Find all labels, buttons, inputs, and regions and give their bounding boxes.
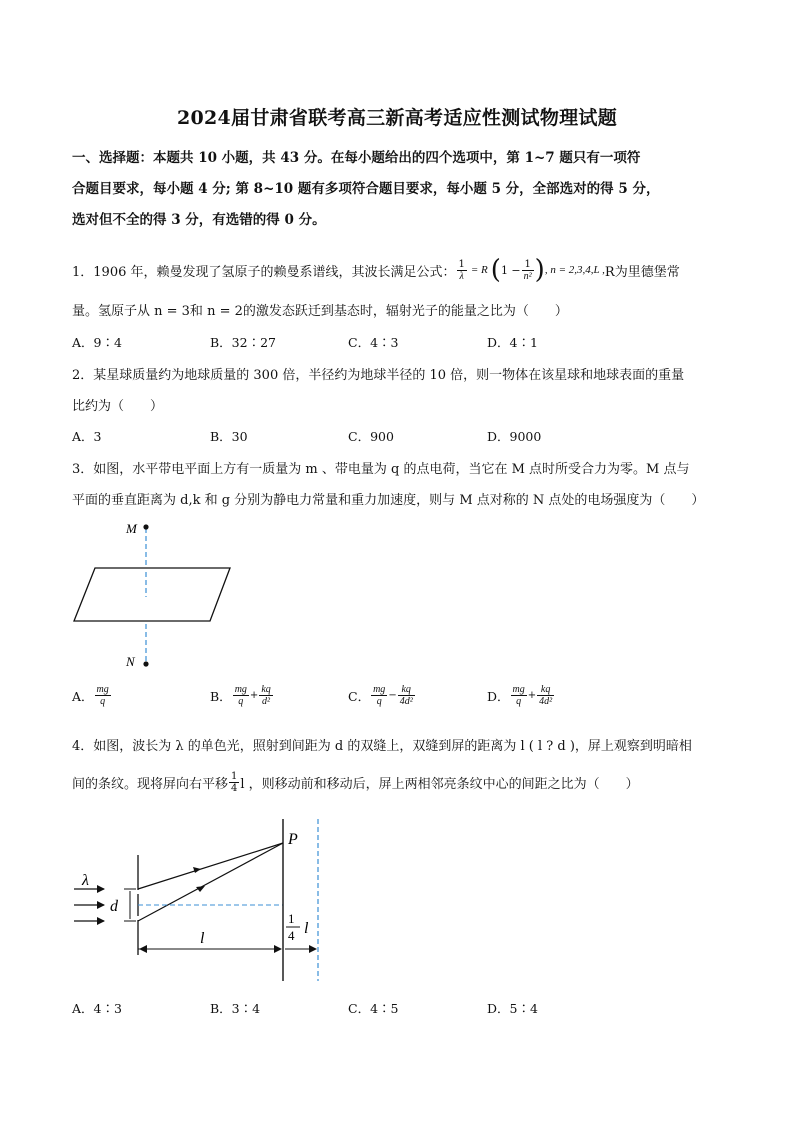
denominator: q bbox=[516, 696, 522, 707]
q2-option-b[interactable]: B．30 bbox=[210, 429, 248, 444]
formula-inner-denominator: n² bbox=[523, 270, 532, 282]
q3-option-c[interactable] bbox=[348, 684, 416, 707]
formula-inner-fraction bbox=[522, 259, 534, 282]
section-instructions-line3: 选对但不全的得 3 分，有选错的得 0 分。 bbox=[72, 212, 326, 228]
label-p: P bbox=[288, 831, 298, 848]
question-3-line2: 平面的垂直距离为 d,k 和 g 分别为静电力常量和重力加速度，则与 M 点对称的 N 点处的电场强度为（ ） bbox=[72, 493, 705, 508]
label-quarter-num: 1 bbox=[288, 911, 295, 926]
plus-sign: + bbox=[249, 690, 259, 701]
q4-option-a[interactable]: A．4∶3 bbox=[72, 1001, 122, 1016]
q3-option-d[interactable] bbox=[487, 684, 555, 707]
formula-lhs-denominator: λ bbox=[459, 270, 464, 282]
page-title: 2024届甘肃省联考高三新高考适应性测试物理试题 bbox=[176, 107, 618, 129]
question-4-line2 bbox=[72, 764, 639, 800]
q4-option-c[interactable]: C．4∶5 bbox=[348, 1001, 399, 1016]
question-2-line2: 比约为（ ） bbox=[72, 399, 164, 414]
numerator: kq bbox=[398, 684, 415, 696]
label-m: M bbox=[126, 521, 137, 536]
section-instructions-line1: 一、选择题：本题共 10 小题，共 43 分。在每小题给出的四个选项中，第 1~7 题只有一项符 bbox=[72, 150, 641, 166]
q3-option-c-label: C． bbox=[348, 688, 371, 704]
denominator: 4 bbox=[231, 782, 238, 794]
q1-option-b[interactable]: B．32∶27 bbox=[210, 335, 276, 350]
q2-option-a[interactable]: A．3 bbox=[72, 429, 102, 444]
question-4-line1: 4．如图，波长为 λ 的单色光，照射到间距为 d 的双缝上，双缝到屏的距离为 l ( l ? d )，屏上观察到明暗相 bbox=[72, 739, 692, 754]
q4-option-d[interactable]: D．5∶4 bbox=[487, 1001, 538, 1016]
point-m bbox=[143, 524, 148, 529]
question-2-line1: 2．某星球质量约为地球质量的 300 倍，半径约为地球半径的 10 倍，则一物体在该星球和地球表面的重量 bbox=[72, 368, 685, 383]
frac-mg-q bbox=[95, 684, 111, 707]
label-lambda: λ bbox=[82, 872, 89, 889]
frac-kq-4d2 bbox=[398, 684, 415, 707]
question-4-text-end: l ，则移动前和移动后，屏上两相邻亮条纹中心的间距之比为（ ） bbox=[240, 776, 639, 792]
q2-option-c[interactable]: C．900 bbox=[348, 429, 394, 444]
frac-one-quarter bbox=[229, 771, 239, 794]
label-quarter-den: 4 bbox=[288, 928, 295, 943]
formula-tail: , n = 2,3,4,L , bbox=[544, 264, 605, 276]
denominator: q bbox=[100, 696, 106, 707]
q3-option-a-label: A． bbox=[72, 688, 94, 704]
label-d: d bbox=[110, 898, 118, 915]
formula-paren-open: ( bbox=[490, 255, 501, 285]
numerator: mg bbox=[234, 684, 247, 695]
label-quarter-l: l bbox=[304, 920, 309, 937]
frac-mg-q bbox=[233, 684, 249, 707]
formula-lhs-numerator: 1 bbox=[458, 258, 465, 270]
charged-plane bbox=[74, 568, 230, 621]
charged-plane-figure bbox=[70, 518, 240, 670]
point-n bbox=[143, 661, 148, 666]
question-1-text-end: R为里德堡常 bbox=[604, 264, 680, 280]
denominator: q bbox=[238, 696, 244, 707]
question-1-text: 1．1906 年，赖曼发现了氢原子的赖曼系谱线，其波长满足公式： bbox=[72, 264, 456, 280]
q3-option-b-label: B． bbox=[210, 688, 232, 704]
frac-kq-d2 bbox=[259, 684, 272, 707]
q4-option-b[interactable]: B．3∶4 bbox=[210, 1001, 261, 1016]
numerator: mg bbox=[512, 684, 525, 695]
question-4-text: 间的条纹。现将屏向右平移 bbox=[72, 776, 229, 792]
q2-option-d[interactable]: D．9000 bbox=[487, 429, 542, 444]
numerator: 1 bbox=[231, 770, 238, 782]
formula-paren-close: ) bbox=[534, 255, 545, 285]
q3-option-b[interactable] bbox=[210, 684, 274, 707]
question-1-line1 bbox=[72, 252, 680, 288]
formula-eq: = R bbox=[470, 264, 488, 276]
minus-sign: − bbox=[388, 690, 397, 701]
label-n: N bbox=[126, 654, 135, 669]
q3-option-d-label: D． bbox=[487, 688, 510, 704]
double-slit-figure bbox=[70, 815, 340, 985]
denominator: 4d² bbox=[399, 696, 413, 707]
question-1-line2: 量。氢原子从 n = 3和 n = 2的激发态跃迁到基态时，辐射光子的能量之比为（ ） bbox=[72, 304, 568, 319]
plus-sign: + bbox=[527, 690, 537, 701]
q3-option-a[interactable] bbox=[72, 684, 112, 707]
question-3-line1: 3．如图，水平带电平面上方有一质量为 m 、带电量为 q 的点电荷，当它在 M 点时所受合力为零。M 点与 bbox=[72, 462, 690, 477]
frac-mg-q bbox=[371, 684, 387, 707]
numerator: mg bbox=[373, 684, 386, 695]
formula-inner-numerator: 1 bbox=[522, 259, 534, 271]
frac-kq-4d2 bbox=[537, 684, 554, 707]
formula-lhs-fraction bbox=[457, 259, 467, 282]
frac-mg-q bbox=[511, 684, 527, 707]
denominator: d² bbox=[262, 696, 271, 707]
numerator: kq bbox=[537, 684, 554, 696]
q1-option-a[interactable]: A．9∶4 bbox=[72, 335, 122, 350]
numerator: mg bbox=[96, 684, 109, 695]
q1-option-c[interactable]: C．4∶3 bbox=[348, 335, 399, 350]
formula-one-minus: 1 − bbox=[500, 263, 521, 277]
denominator: q bbox=[376, 696, 382, 707]
numerator: kq bbox=[261, 684, 271, 695]
label-l: l bbox=[200, 930, 205, 947]
section-instructions-line2: 合题目要求，每小题 4 分; 第 8~10 题有多项符合题目要求，每小题 5 分，全部选对的得 5 分， bbox=[72, 181, 660, 197]
denominator: 4d² bbox=[539, 696, 553, 707]
q1-option-d[interactable]: D．4∶1 bbox=[487, 335, 538, 350]
